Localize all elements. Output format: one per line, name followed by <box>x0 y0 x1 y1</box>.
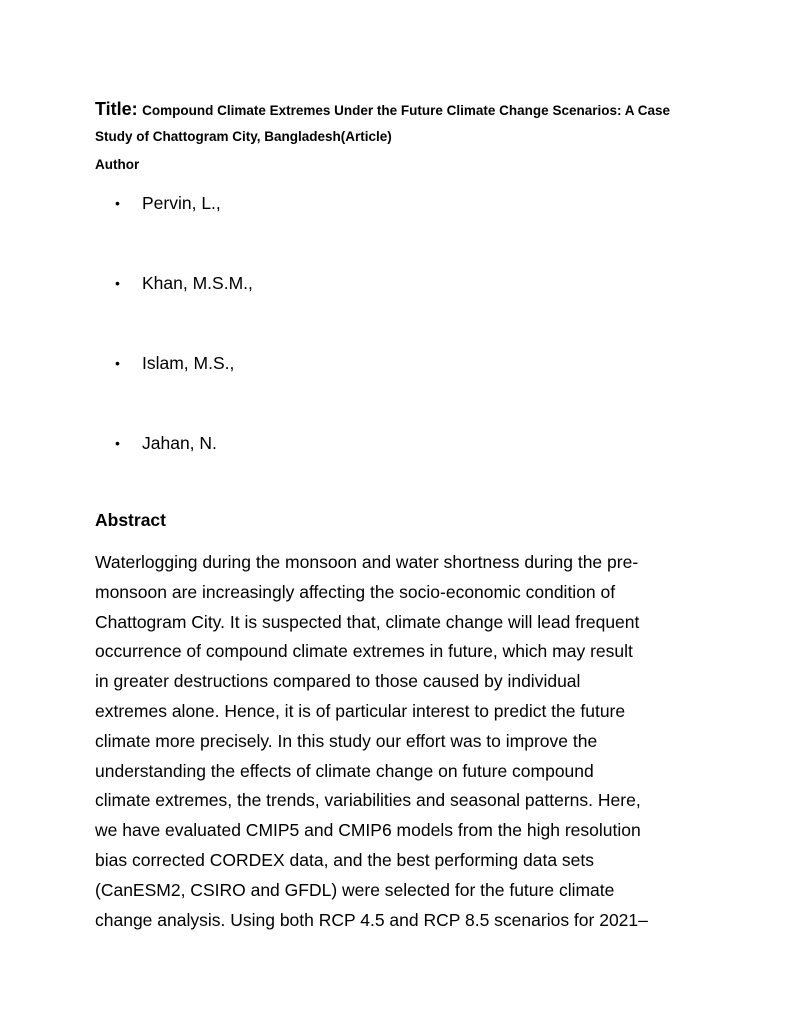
abstract-line: bias corrected CORDEX data, and the best performing data sets <box>95 849 595 870</box>
bullet-icon: • <box>115 195 120 211</box>
author-item <box>0 270 500 296</box>
author-name: Jahan, N. <box>142 433 217 453</box>
author-name: Islam, M.S., <box>142 353 235 373</box>
author-heading: Author <box>95 157 140 172</box>
abstract-line: climate more precisely. In this study our effort was to improve the <box>95 730 598 751</box>
abstract-line: Chattogram City. It is suspected that, climate change will lead frequent <box>95 611 640 632</box>
bullet-icon: • <box>115 355 120 371</box>
author-name: Khan, M.S.M., <box>142 273 253 293</box>
abstract-line: Waterlogging during the monsoon and water shortness during the pre- <box>95 552 639 572</box>
abstract-line: understanding the effects of climate change on future compound <box>95 760 594 781</box>
author-name: Pervin, L., <box>142 193 221 213</box>
abstract-line: in greater destructions compared to those caused by individual <box>95 671 581 692</box>
bullet-icon: • <box>115 435 120 451</box>
abstract-line: extremes alone. Hence, it is of particular interest to predict the future <box>95 700 626 721</box>
abstract-line: change analysis. Using both RCP 4.5 and RCP 8.5 scenarios for 2021– <box>95 909 648 930</box>
abstract-heading: Abstract <box>95 510 166 530</box>
title-text: Compound Climate Extremes Under the Future Climate Change Scenarios: A Case Study of Chattogram City, Bangladesh(Article) <box>95 103 670 144</box>
abstract-line: (CanESM2, CSIRO and GFDL) were selected for the future climate <box>95 879 615 900</box>
abstract-line: we have evaluated CMIP5 and CMIP6 models from the high resolution <box>95 820 641 841</box>
abstract-line: climate extremes, the trends, variabilities and seasonal patterns. Here, <box>95 790 641 811</box>
author-item <box>0 190 500 216</box>
abstract-body <box>95 548 705 935</box>
abstract-line: monsoon are increasingly affecting the socio-economic condition of <box>95 581 616 602</box>
author-item <box>0 350 500 376</box>
document-title <box>95 96 705 150</box>
bullet-icon: • <box>115 275 120 291</box>
author-item <box>0 430 500 456</box>
abstract-line: occurrence of compound climate extremes in future, which may result <box>95 641 633 662</box>
title-label: Title: <box>95 99 138 119</box>
